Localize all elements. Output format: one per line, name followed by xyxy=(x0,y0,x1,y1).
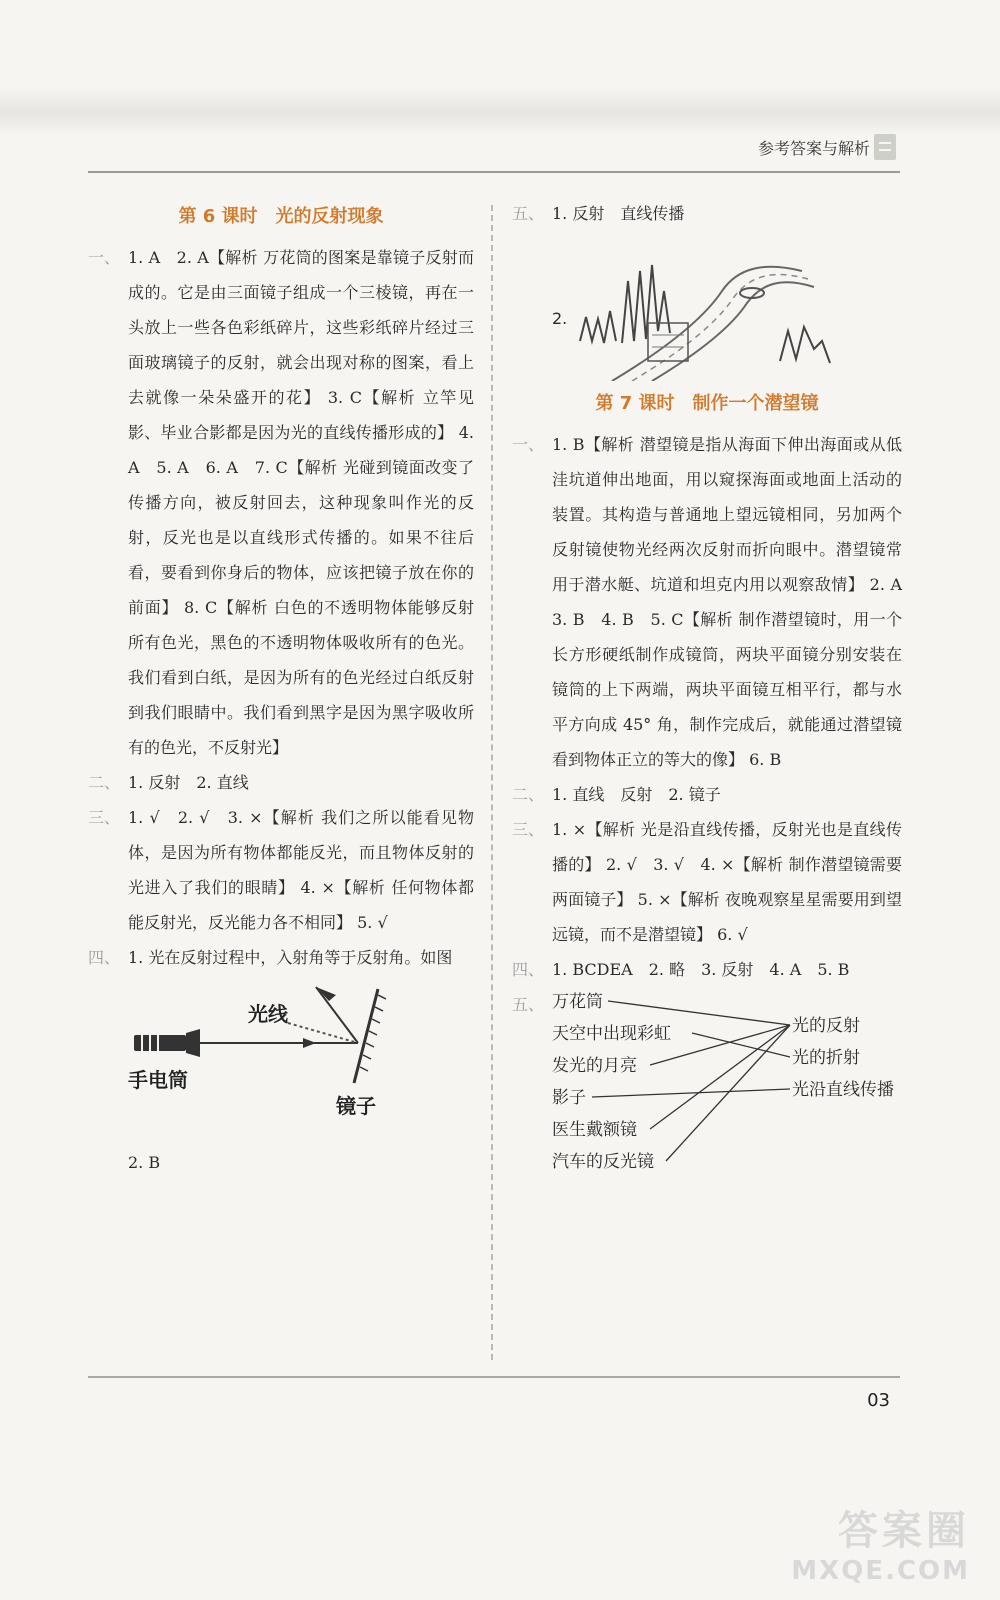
header-rule xyxy=(88,171,900,173)
left-section-1 xyxy=(88,240,474,765)
match-right-1: 光的反射 xyxy=(792,1016,860,1036)
section-content: 1. 反射 直线传播 xyxy=(552,204,685,223)
match-left-4: 影子 xyxy=(552,1088,586,1108)
section-marker: 四、 xyxy=(88,948,121,967)
section-marker: 三、 xyxy=(512,820,545,839)
right-section-3 xyxy=(512,812,902,952)
section-marker: 五、 xyxy=(512,995,545,1014)
right-section-4 xyxy=(512,952,902,987)
reflection-figure xyxy=(128,975,428,1145)
right-section-1 xyxy=(512,427,919,777)
section-marker: 一、 xyxy=(88,248,121,267)
section-content: 1. A 2. A【解析 万花筒的图案是靠镜子反射而成的。它是由三面镜子组成一个三棱镜，再在一头放上一些各色彩纸碎片，这些彩纸碎片经过三面玻璃镜子的反射，就会出现对称的图案，看上去就像一朵朵盛开的花】 3. C【解析 立竿见影、毕业合影都是因为光的直线传播形成的】 4. A 5. A 6. A 7. C【解析 光碰到镜面改变了传播方向，被反射回去，这种现象叫作光的反射，反光也是以直线形式传播的。如果不往后看，要看到你身后的物体，应该把镜子放在你的前面】 8. C【解析 白色的不透明物体能够反射所有色光，黑色的不透明物体吸收所有的色光。我们看到白纸，是因为所有的色光经过白纸反射到我们眼睛中。我们看到黑字是因为黑字吸收所有的色光，不反射光】 xyxy=(128,248,474,757)
right-section-5-top xyxy=(512,196,902,231)
watermark-logo xyxy=(791,1499,970,1586)
match-left-6: 汽车的反光镜 xyxy=(552,1152,654,1172)
left-section-2 xyxy=(88,765,474,800)
section-marker: 三、 xyxy=(88,808,121,827)
section-content: 1. BCDEA 2. 略 3. 反射 4. A 5. B xyxy=(552,960,850,979)
section-content: 1. 直线 反射 2. 镜子 xyxy=(552,785,721,804)
right-section-5 xyxy=(512,987,902,1207)
reflection-diagram xyxy=(128,975,428,1145)
section-marker: 五、 xyxy=(512,204,545,223)
column-divider xyxy=(491,205,493,1360)
section-content: 1. √ 2. √ 3. ×【解析 我们之所以能看见物体，是因为所有物体都能反光，而且物体反射的光进入了我们的眼睛】 4. ×【解析 任何物体都能反射光，反光能力各不相同】 5. √ xyxy=(128,808,474,932)
match-left-5: 医生戴额镜 xyxy=(552,1120,637,1140)
section-content: 1. 光在反射过程中，入射角等于反射角。如图 xyxy=(128,948,453,967)
mirror-icon xyxy=(354,989,386,1083)
match-left-1: 万花筒 xyxy=(552,992,603,1012)
reflected-ray xyxy=(316,987,358,1043)
section-content: 1. ×【解析 光是沿直线传播，反射光也是直线传播的】 2. √ 3. √ 4. ×【解析 制作潜望镜需要两面镜子】 5. ×【解析 夜晚观察星星需要用到望远镜，而不是潜望镜】 6. √ xyxy=(552,820,902,944)
shadow-picture xyxy=(552,231,852,381)
header-label: 参考答案与解析 xyxy=(757,139,870,158)
section-content: 2. B xyxy=(128,1153,161,1172)
lesson-6-title: 第 6 课时 光的反射现象 xyxy=(178,206,384,227)
flashlight-label: 手电筒 xyxy=(128,1068,188,1092)
section-marker: 四、 xyxy=(512,960,545,979)
match-right-3: 光沿直线传播 xyxy=(792,1080,894,1100)
scan-shadow-band xyxy=(0,88,1000,136)
watermark-line-1: 答案圈 xyxy=(838,1508,970,1554)
section-marker: 二、 xyxy=(88,773,121,792)
left-section-4b xyxy=(88,1145,474,1180)
page-number: 03 xyxy=(867,1390,890,1411)
section-content: 1. 反射 2. 直线 xyxy=(128,773,249,792)
left-column xyxy=(88,196,474,1180)
figure-number: 2. xyxy=(552,309,568,328)
match-left-2: 天空中出现彩虹 xyxy=(552,1024,671,1044)
section-marker: 一、 xyxy=(512,435,545,454)
footer-rule xyxy=(88,1376,900,1378)
left-section-4 xyxy=(88,940,474,975)
matching-diagram xyxy=(552,987,902,1207)
shadow-figure xyxy=(552,231,852,381)
lesson-7-title: 第 7 课时 制作一个潜望镜 xyxy=(595,393,819,414)
dotted-ray xyxy=(288,1023,358,1043)
light-label: 光线 xyxy=(248,1002,288,1026)
section-content: 1. B【解析 潜望镜是指从海面下伸出海面或从低洼坑道伸出地面，用以窥探海面或地面上活动的装置。其构造与普通地上望远镜相同，另加两个反射镜使物光经两次反射而折向眼中。潜望镜常用于潜水艇、坑道和坦克内用以观察敌情】 2. A 3. B 4. B 5. C【解析 制作潜望镜时，用一个长方形硬纸制作成镜筒，两块平面镜分别安装在镜筒的上下两端，两块平面镜互相平行，都与水平方向成 45° 角，制作完成后，就能通过潜望镜看到物体正立的等大的像】 6. B xyxy=(552,435,919,769)
mirror-label: 镜子 xyxy=(336,1094,376,1118)
flashlight-icon xyxy=(134,1029,200,1057)
incident-arrow xyxy=(303,1038,316,1048)
section-marker: 二、 xyxy=(512,785,545,804)
book-tab-icon xyxy=(874,134,896,160)
left-section-3 xyxy=(88,800,474,940)
right-column xyxy=(512,196,919,1207)
match-right-2: 光的折射 xyxy=(792,1048,860,1068)
right-section-2 xyxy=(512,777,902,812)
watermark-line-2: MXQE.COM xyxy=(791,1556,970,1586)
match-left-3: 发光的月亮 xyxy=(552,1056,637,1076)
